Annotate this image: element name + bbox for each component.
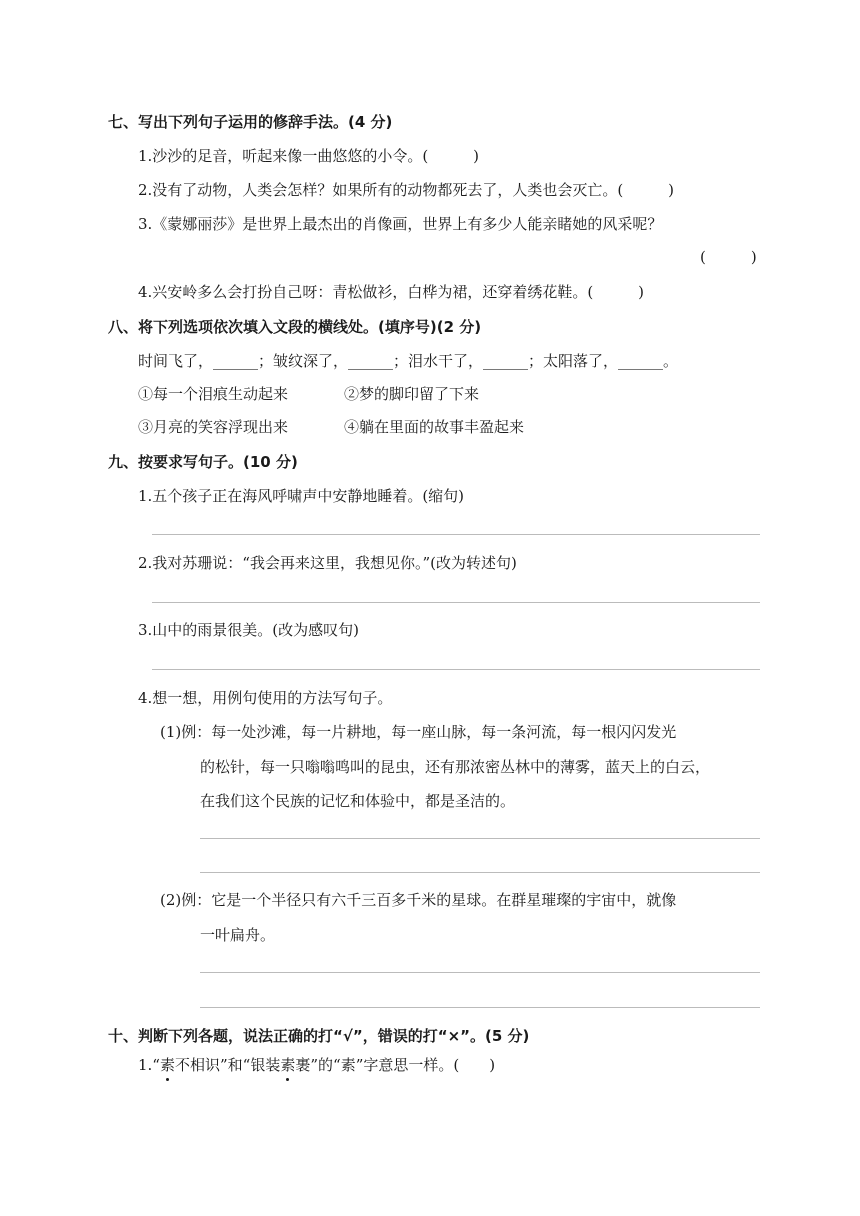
s8-option-2: ②梦的脚印留了下来 xyxy=(344,385,480,403)
s10-q1-emphasized-char-1: 素 xyxy=(159,1056,175,1074)
s9-example-1-line-2: 的松针，每一只嗡嗡鸣叫的昆虫，还有那浓密丛林中的薄雾，蓝天上的白云， xyxy=(200,758,711,776)
s9-example-2-line-1: (2)例：它是一个半径只有六千三百多千米的星球。在群星璀璨的宇宙中，就像 xyxy=(160,891,677,909)
s10-q1-emphasized-char-2: 素 xyxy=(280,1056,296,1074)
s9-answer-line-1[interactable] xyxy=(152,534,760,535)
s9-example-1-line-1: (1)例：每一处沙滩，每一片耕地，每一座山脉，每一条河流，每一根闪闪发光 xyxy=(160,723,677,741)
s8-passage: 时间飞了，______；皱纹深了，______；泪水干了，______；太阳落了，______。 xyxy=(138,352,679,370)
s9-answer-line-3[interactable] xyxy=(152,669,760,670)
s9-example-2-line-2: 一叶扁舟。 xyxy=(200,926,276,944)
s7-question-3-answer-paren[interactable]: ( ) xyxy=(700,248,757,266)
s9-question-4: 4.想一想，用例句使用的方法写句子。 xyxy=(138,689,393,707)
s9-example-1-answer-line-1[interactable] xyxy=(200,838,760,839)
section-8-title: 八、将下列选项依次填入文段的横线处。(填序号)(2 分) xyxy=(108,318,482,336)
s9-question-3: 3.山中的雨景很美。(改为感叹句) xyxy=(138,621,360,639)
s7-question-3: 3.《蒙娜丽莎》是世界上最杰出的肖像画，世界上有多少人能亲睹她的风采呢？ xyxy=(138,215,663,233)
s8-option-1: ①每一个泪痕生动起来 xyxy=(138,385,289,403)
s7-question-2: 2.没有了动物，人类会怎样？如果所有的动物都死去了，人类也会灭亡。( ) xyxy=(138,181,675,199)
s9-example-2-answer-line-2[interactable] xyxy=(200,1007,760,1008)
s10-q1-text-a: 1.“ xyxy=(138,1056,160,1074)
s9-example-2-answer-line-1[interactable] xyxy=(200,972,760,973)
s9-example-1-line-3: 在我们这个民族的记忆和体验中，都是圣洁的。 xyxy=(200,792,516,810)
s9-question-2: 2.我对苏珊说：“我会再来这里，我想见你。”(改为转述句) xyxy=(138,554,517,572)
s9-answer-line-2[interactable] xyxy=(152,602,760,603)
s10-question-1 xyxy=(138,1054,495,1075)
s9-question-1: 1.五个孩子正在海风呼啸声中安静地睡着。(缩句) xyxy=(138,487,465,505)
s7-question-4: 4.兴安岭多么会打扮自己呀：青松做衫，白桦为裙，还穿着绣花鞋。( ) xyxy=(138,283,645,301)
section-7-title: 七、写出下列句子运用的修辞手法。(4 分) xyxy=(108,113,393,131)
s8-option-4: ④躺在里面的故事丰盈起来 xyxy=(344,418,525,436)
section-10-title: 十、判断下列各题，说法正确的打“√”，错误的打“×”。(5 分) xyxy=(108,1027,530,1045)
section-9-title: 九、按要求写句子。(10 分) xyxy=(108,453,298,471)
s10-q1-text-b: 不相识”和“银装 xyxy=(175,1056,281,1074)
s8-option-3: ③月亮的笑容浮现出来 xyxy=(138,418,289,436)
s7-question-1: 1.沙沙的足音，听起来像一曲悠悠的小令。( ) xyxy=(138,147,480,165)
s10-q1-text-c: 裹”的“素”字意思一样。( ) xyxy=(295,1056,496,1074)
s9-example-1-answer-line-2[interactable] xyxy=(200,872,760,873)
